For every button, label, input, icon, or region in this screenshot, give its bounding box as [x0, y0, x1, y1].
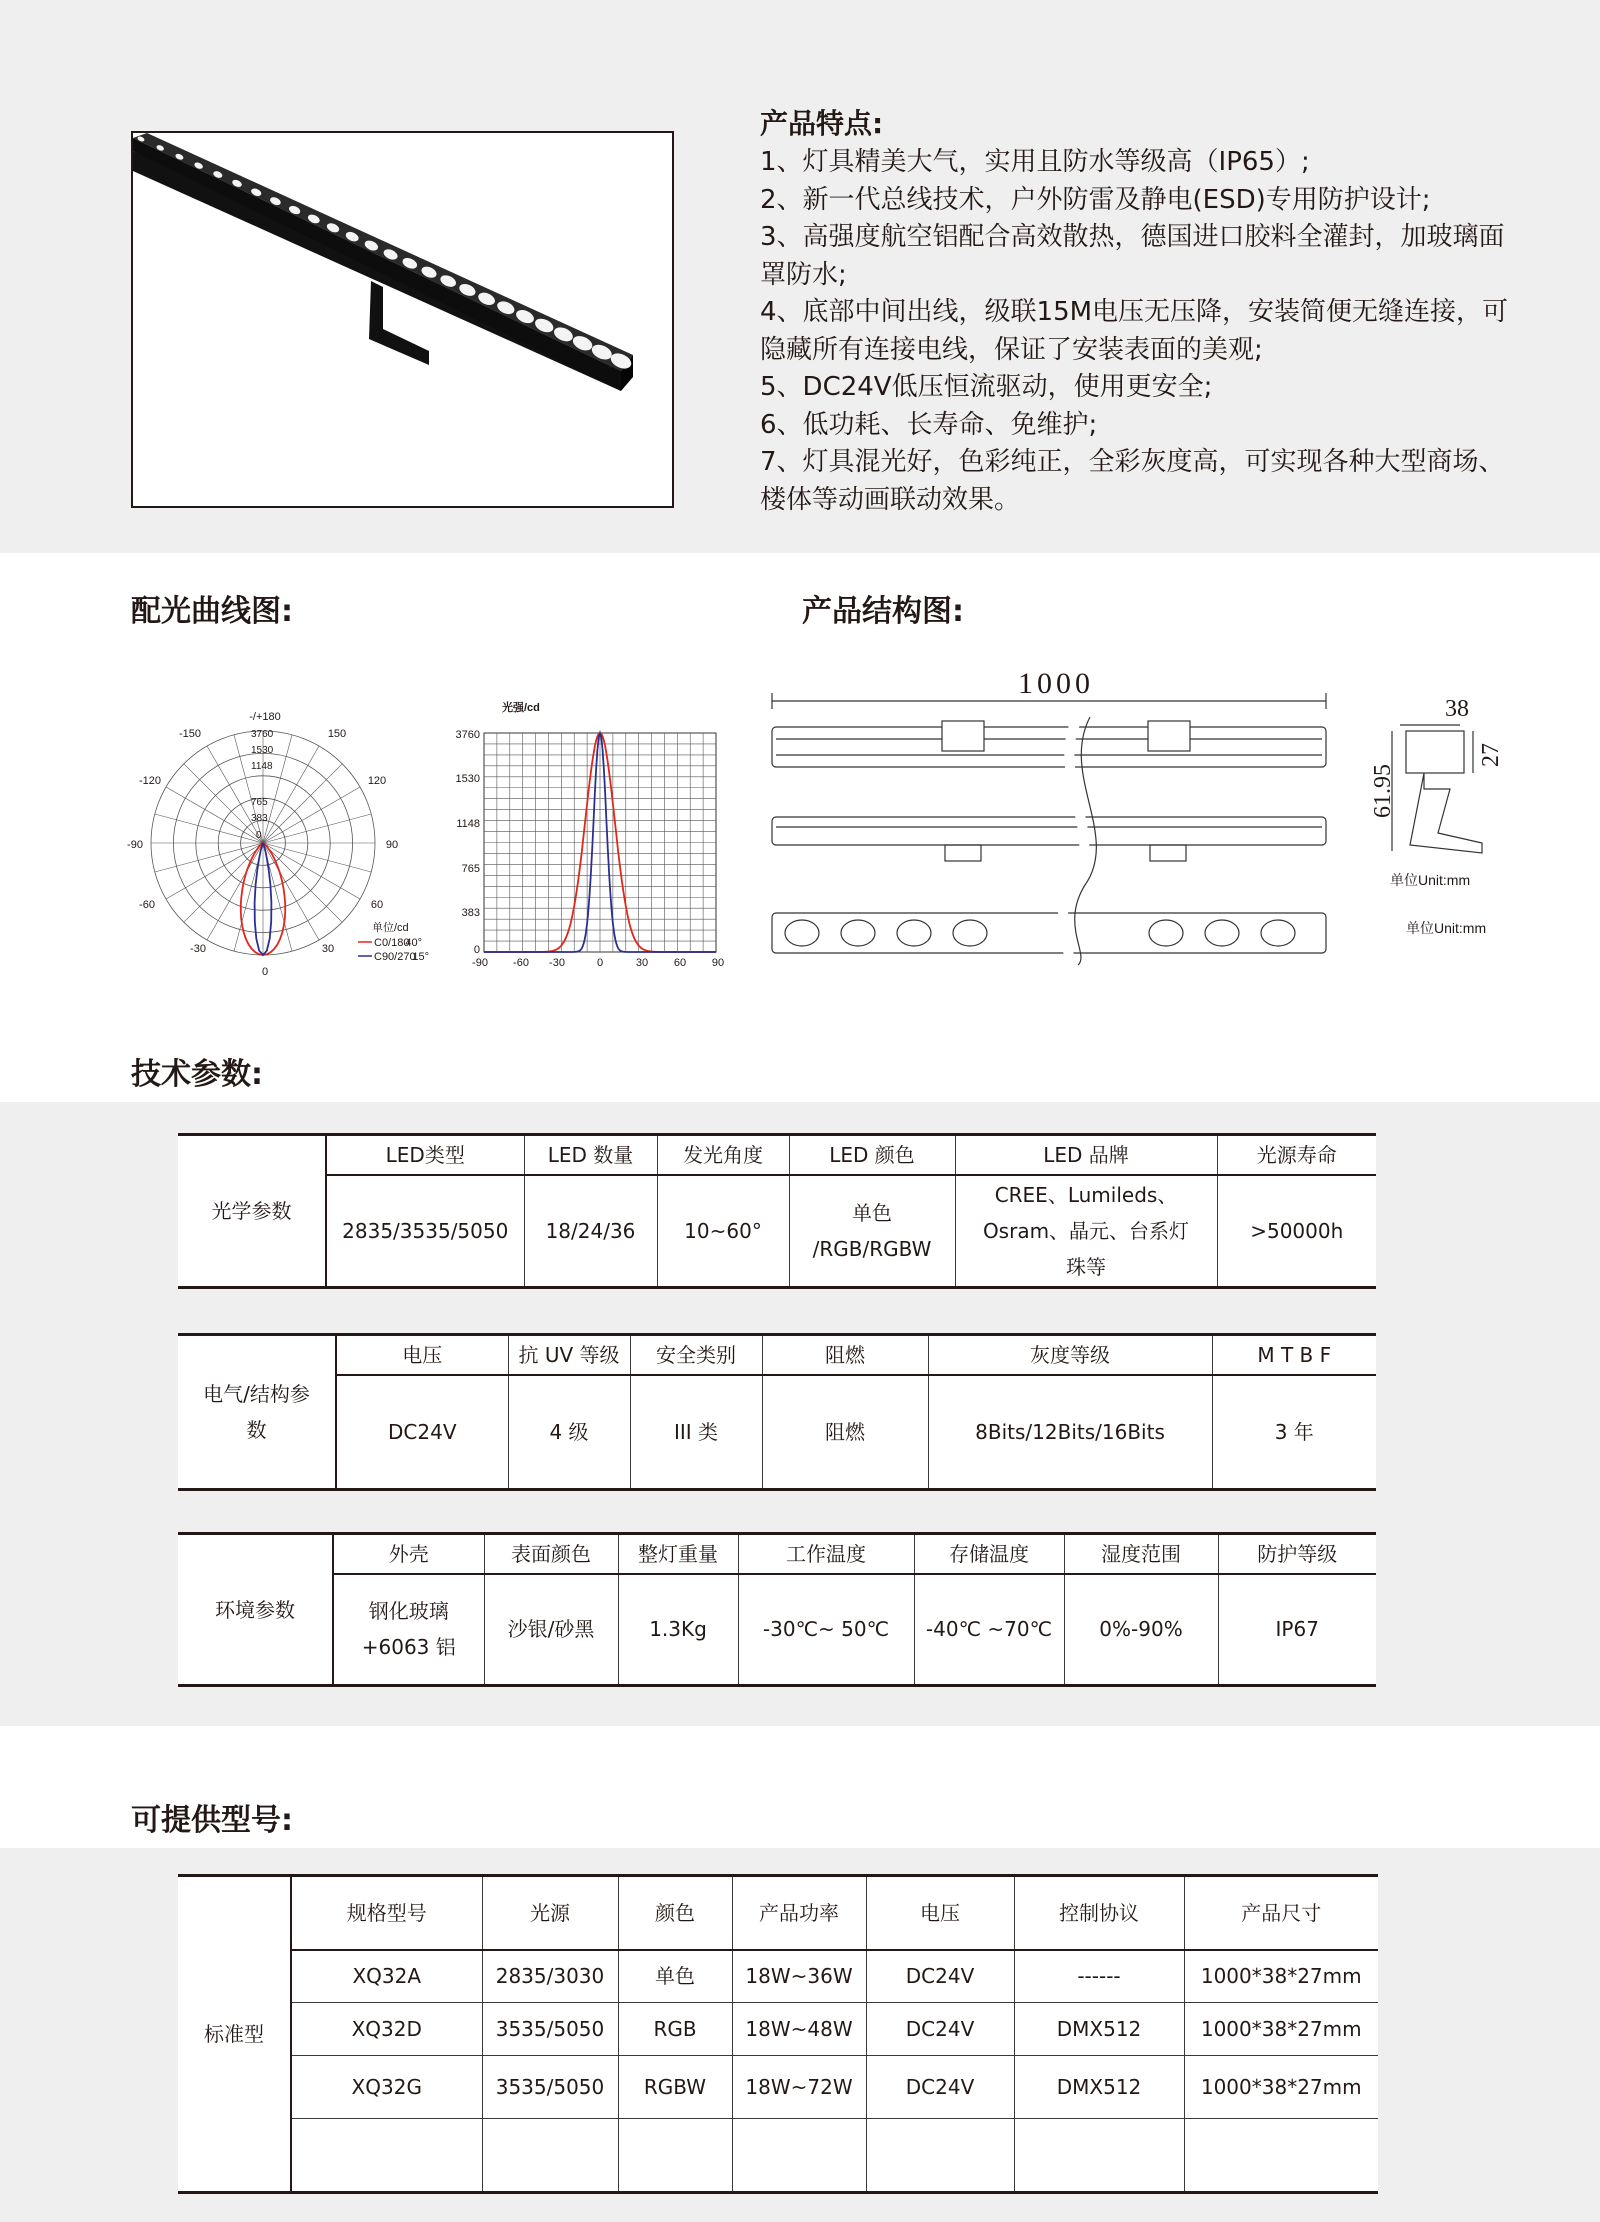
- table-cell: ------: [1014, 1950, 1184, 2003]
- table-cell: DC24V: [336, 1375, 508, 1490]
- electrical-category: 电气/结构参 数: [178, 1335, 336, 1490]
- mount-clip: [942, 721, 984, 751]
- radial-label: 3760: [251, 729, 274, 740]
- table-header: 外壳: [333, 1534, 484, 1574]
- total-height-label: 61.95: [1370, 764, 1396, 818]
- table-cell: 18W~48W: [732, 2003, 866, 2056]
- table-cell: 3535/5050: [482, 2003, 618, 2056]
- table-header: 阻燃: [762, 1335, 928, 1375]
- table-header: 电压: [336, 1335, 508, 1375]
- table-cell-empty: [291, 2119, 482, 2193]
- polar-unit: 单位/cd: [372, 922, 409, 934]
- legend-label-c0: C0/180: [374, 937, 410, 949]
- polar-spoke: [263, 843, 360, 899]
- feature-item: 2、新一代总线技术，户外防雷及静电(ESD)专用防护设计;: [760, 184, 1431, 215]
- table-cell: 沙银/砂黑: [484, 1574, 618, 1686]
- table-header: LED类型: [326, 1135, 524, 1175]
- table-cell: 1.3Kg: [618, 1574, 738, 1686]
- angle-label-30: 30: [321, 943, 335, 955]
- table-cell: 18W~36W: [732, 1950, 866, 2003]
- front-lens-row: [785, 920, 1295, 946]
- radial-label: 0: [256, 830, 262, 841]
- models-title: 可提供型号:: [131, 1803, 293, 1838]
- x-tick: 90: [711, 957, 725, 969]
- bar-top-view: [772, 727, 1326, 767]
- front-lens: [953, 920, 987, 946]
- optical-table: [178, 1133, 1376, 1289]
- table-cell: RGB: [618, 2003, 732, 2056]
- radial-label: 383: [251, 813, 268, 824]
- polar-spoke: [155, 814, 263, 843]
- angle-label-60: 60: [370, 899, 384, 911]
- feature-item: 7、灯具混光好，色彩纯正，全彩灰度高，可实现各种大型商场、楼体等动画联动效果。: [760, 447, 1505, 515]
- end-view: [1370, 696, 1504, 936]
- electrical-table: [178, 1333, 1376, 1491]
- table-cell: 钢化玻璃 +6063 铝: [333, 1574, 484, 1686]
- polar-chart: [127, 705, 430, 980]
- y-tick: 383: [461, 907, 480, 919]
- legend-label-c90: C90/270: [374, 951, 416, 963]
- table-header: 产品尺寸: [1184, 1876, 1378, 1950]
- angle-label-m150: -150: [178, 728, 202, 740]
- table-cell: DC24V: [866, 1950, 1014, 2003]
- structure-title: 产品结构图:: [802, 594, 964, 629]
- table-cell: 阻燃: [762, 1375, 928, 1490]
- table-cell: 10~60°: [657, 1175, 789, 1288]
- front-lens: [841, 920, 875, 946]
- length-label: 1000: [1018, 667, 1094, 700]
- legend-angle-c90: 15°: [412, 951, 429, 963]
- table-cell: >50000h: [1217, 1175, 1376, 1288]
- radial-label: 1148: [251, 761, 273, 772]
- polar-spoke: [263, 787, 360, 843]
- product-photo: [131, 131, 674, 508]
- table-header: 表面颜色: [484, 1534, 618, 1574]
- table-row-empty: [178, 2119, 1378, 2193]
- table-header: 工作温度: [738, 1534, 914, 1574]
- angle-label-120: 120: [367, 775, 387, 787]
- table-cell: 2835/3030: [482, 1950, 618, 2003]
- table-header: 控制协议: [1014, 1876, 1184, 1950]
- table-cell: 3 年: [1212, 1375, 1376, 1490]
- table-cell: -30℃~ 50℃: [738, 1574, 914, 1686]
- table-cell: XQ32G: [291, 2056, 482, 2119]
- bar-side-view: [772, 817, 1326, 845]
- end-profile: [1406, 731, 1464, 773]
- table-cell: 1000*38*27mm: [1184, 2003, 1378, 2056]
- table-header: 安全类别: [630, 1335, 762, 1375]
- polar-spoke: [184, 843, 263, 922]
- radial-label: 1530: [251, 745, 274, 756]
- table-cell: DMX512: [1014, 2056, 1184, 2119]
- table-cell: 3535/5050: [482, 2056, 618, 2119]
- features-block: [760, 104, 1520, 519]
- table-cell: 单色 /RGB/RGBW: [789, 1175, 955, 1288]
- table-header: 光源寿命: [1217, 1135, 1376, 1175]
- tech-title: 技术参数:: [131, 1057, 263, 1092]
- polar-spoke: [263, 843, 371, 872]
- x-tick: -90: [472, 957, 488, 969]
- table-cell: 1000*38*27mm: [1184, 1950, 1378, 2003]
- light-bar-illustration: [133, 133, 676, 510]
- intensity-grid: [484, 733, 716, 952]
- features-list: [760, 144, 1520, 519]
- table-header: 颜色: [618, 1876, 732, 1950]
- table-header: 湿度范围: [1064, 1534, 1218, 1574]
- y-tick: 1530: [455, 773, 480, 785]
- table-header: 规格型号: [291, 1876, 482, 1950]
- table-cell: IP67: [1218, 1574, 1376, 1686]
- y-tick: 765: [461, 863, 480, 875]
- table-cell: DMX512: [1014, 2003, 1184, 2056]
- radial-label: 765: [251, 797, 268, 808]
- x-tick: 60: [673, 957, 687, 969]
- side-bracket: [945, 845, 981, 861]
- models-category: 标准型: [178, 1876, 291, 2193]
- feature-item: 1、灯具精美大气，实用且防水等级高（IP65）;: [760, 147, 1310, 177]
- legend-angle-c0: 40°: [405, 937, 422, 949]
- optical-category: 光学参数: [178, 1135, 326, 1288]
- table-header: LED 颜色: [789, 1135, 955, 1175]
- polar-spoke: [166, 843, 263, 899]
- table-header: M T B F: [1212, 1335, 1376, 1375]
- table-row: [178, 2056, 1378, 2119]
- angle-label-0: 0: [261, 966, 269, 978]
- environment-category: 环境参数: [178, 1534, 333, 1686]
- front-lens: [1261, 920, 1295, 946]
- y-tick: 1148: [456, 818, 480, 830]
- x-tick: 30: [635, 957, 649, 969]
- feature-item: 5、DC24V低压恒流驱动，使用更安全;: [760, 372, 1213, 402]
- table-header: LED 品牌: [955, 1135, 1217, 1175]
- table-row: [178, 2003, 1378, 2056]
- table-header: 电压: [866, 1876, 1014, 1950]
- table-cell: DC24V: [866, 2003, 1014, 2056]
- table-header: 发光角度: [657, 1135, 789, 1175]
- table-cell: 4 级: [508, 1375, 630, 1490]
- table-cell: 18/24/36: [524, 1175, 657, 1288]
- intensity-ylabel: 光强/cd: [502, 702, 540, 714]
- polar-spoke: [263, 814, 371, 843]
- table-cell: CREE、Lumileds、 Osram、晶元、台系灯 珠等: [955, 1175, 1217, 1288]
- front-lens: [785, 920, 819, 946]
- unit-label: 单位Unit:mm: [1406, 920, 1487, 936]
- mount-clip: [1148, 721, 1190, 751]
- light-curve-title: 配光曲线图:: [131, 594, 293, 629]
- table-cell: DC24V: [866, 2056, 1014, 2119]
- table-cell: RGBW: [618, 2056, 732, 2119]
- table-cell: XQ32A: [291, 1950, 482, 2003]
- polar-spoke: [155, 843, 263, 872]
- angle-label-180: -/+180: [249, 711, 281, 723]
- x-tick: -60: [513, 957, 529, 969]
- models-table: [178, 1874, 1378, 2194]
- table-cell: 18W~72W: [732, 2056, 866, 2119]
- angle-label-m120: -120: [138, 775, 162, 787]
- unit-label: 单位Unit:mm: [1390, 872, 1471, 888]
- table-cell: 2835/3535/5050: [326, 1175, 524, 1288]
- angle-label-m30: -30: [190, 943, 206, 955]
- structure-drawing: [760, 665, 1510, 985]
- side-bracket: [1150, 845, 1186, 861]
- table-header: LED 数量: [524, 1135, 657, 1175]
- table-cell-empty: [618, 2119, 732, 2193]
- features-title: 产品特点:: [760, 107, 884, 140]
- front-lens: [1205, 920, 1239, 946]
- table-cell-empty: [1014, 2119, 1184, 2193]
- table-row: [178, 1950, 1378, 2003]
- table-cell-empty: [732, 2119, 866, 2193]
- table-cell: 8Bits/12Bits/16Bits: [928, 1375, 1212, 1490]
- x-tick: 0: [596, 957, 604, 969]
- table-header: 存储温度: [914, 1534, 1064, 1574]
- x-tick: -30: [549, 957, 565, 969]
- bar-front-view: [772, 913, 1326, 953]
- feature-item: 6、低功耗、长寿命、免维护;: [760, 409, 1098, 440]
- angle-label-90: 90: [385, 839, 399, 851]
- table-cell: III 类: [630, 1375, 762, 1490]
- width-label: 38: [1445, 696, 1469, 722]
- table-header: 光源: [482, 1876, 618, 1950]
- table-cell-empty: [866, 2119, 1014, 2193]
- table-header: 防护等级: [1218, 1534, 1376, 1574]
- table-cell-empty: [482, 2119, 618, 2193]
- height-label: 27: [1478, 743, 1504, 767]
- front-lens: [897, 920, 931, 946]
- angle-label-m90: -90: [127, 839, 143, 851]
- feature-item: 3、高强度航空铝配合高效散热，德国进口胶料全灌封，加玻璃面罩防水;: [760, 222, 1505, 290]
- table-cell: 1000*38*27mm: [1184, 2056, 1378, 2119]
- angle-label-150: 150: [327, 728, 347, 740]
- feature-item: 4、底部中间出线，级联15M电压无压降，安装简便无缝连接，可隐藏所有连接电线，保证了安装表面的美观;: [760, 297, 1509, 365]
- end-bracket: [1410, 773, 1482, 853]
- y-tick: 0: [473, 944, 480, 956]
- table-cell: -40℃ ~70℃: [914, 1574, 1064, 1686]
- table-header: 产品功率: [732, 1876, 866, 1950]
- polar-spoke: [263, 843, 342, 922]
- table-header: 灰度等级: [928, 1335, 1212, 1375]
- front-lens: [1149, 920, 1183, 946]
- table-cell: 单色: [618, 1950, 732, 2003]
- intensity-chart: [440, 700, 740, 975]
- polar-spoke: [263, 764, 342, 843]
- table-cell: XQ32D: [291, 2003, 482, 2056]
- angle-label-m60: -60: [139, 899, 155, 911]
- polar-spoke: [166, 787, 263, 843]
- table-header: 整灯重量: [618, 1534, 738, 1574]
- environment-table: [178, 1532, 1376, 1687]
- table-header: 抗 UV 等级: [508, 1335, 630, 1375]
- table-cell-empty: [1184, 2119, 1378, 2193]
- table-cell: 0%-90%: [1064, 1574, 1218, 1686]
- y-tick: 3760: [455, 729, 480, 741]
